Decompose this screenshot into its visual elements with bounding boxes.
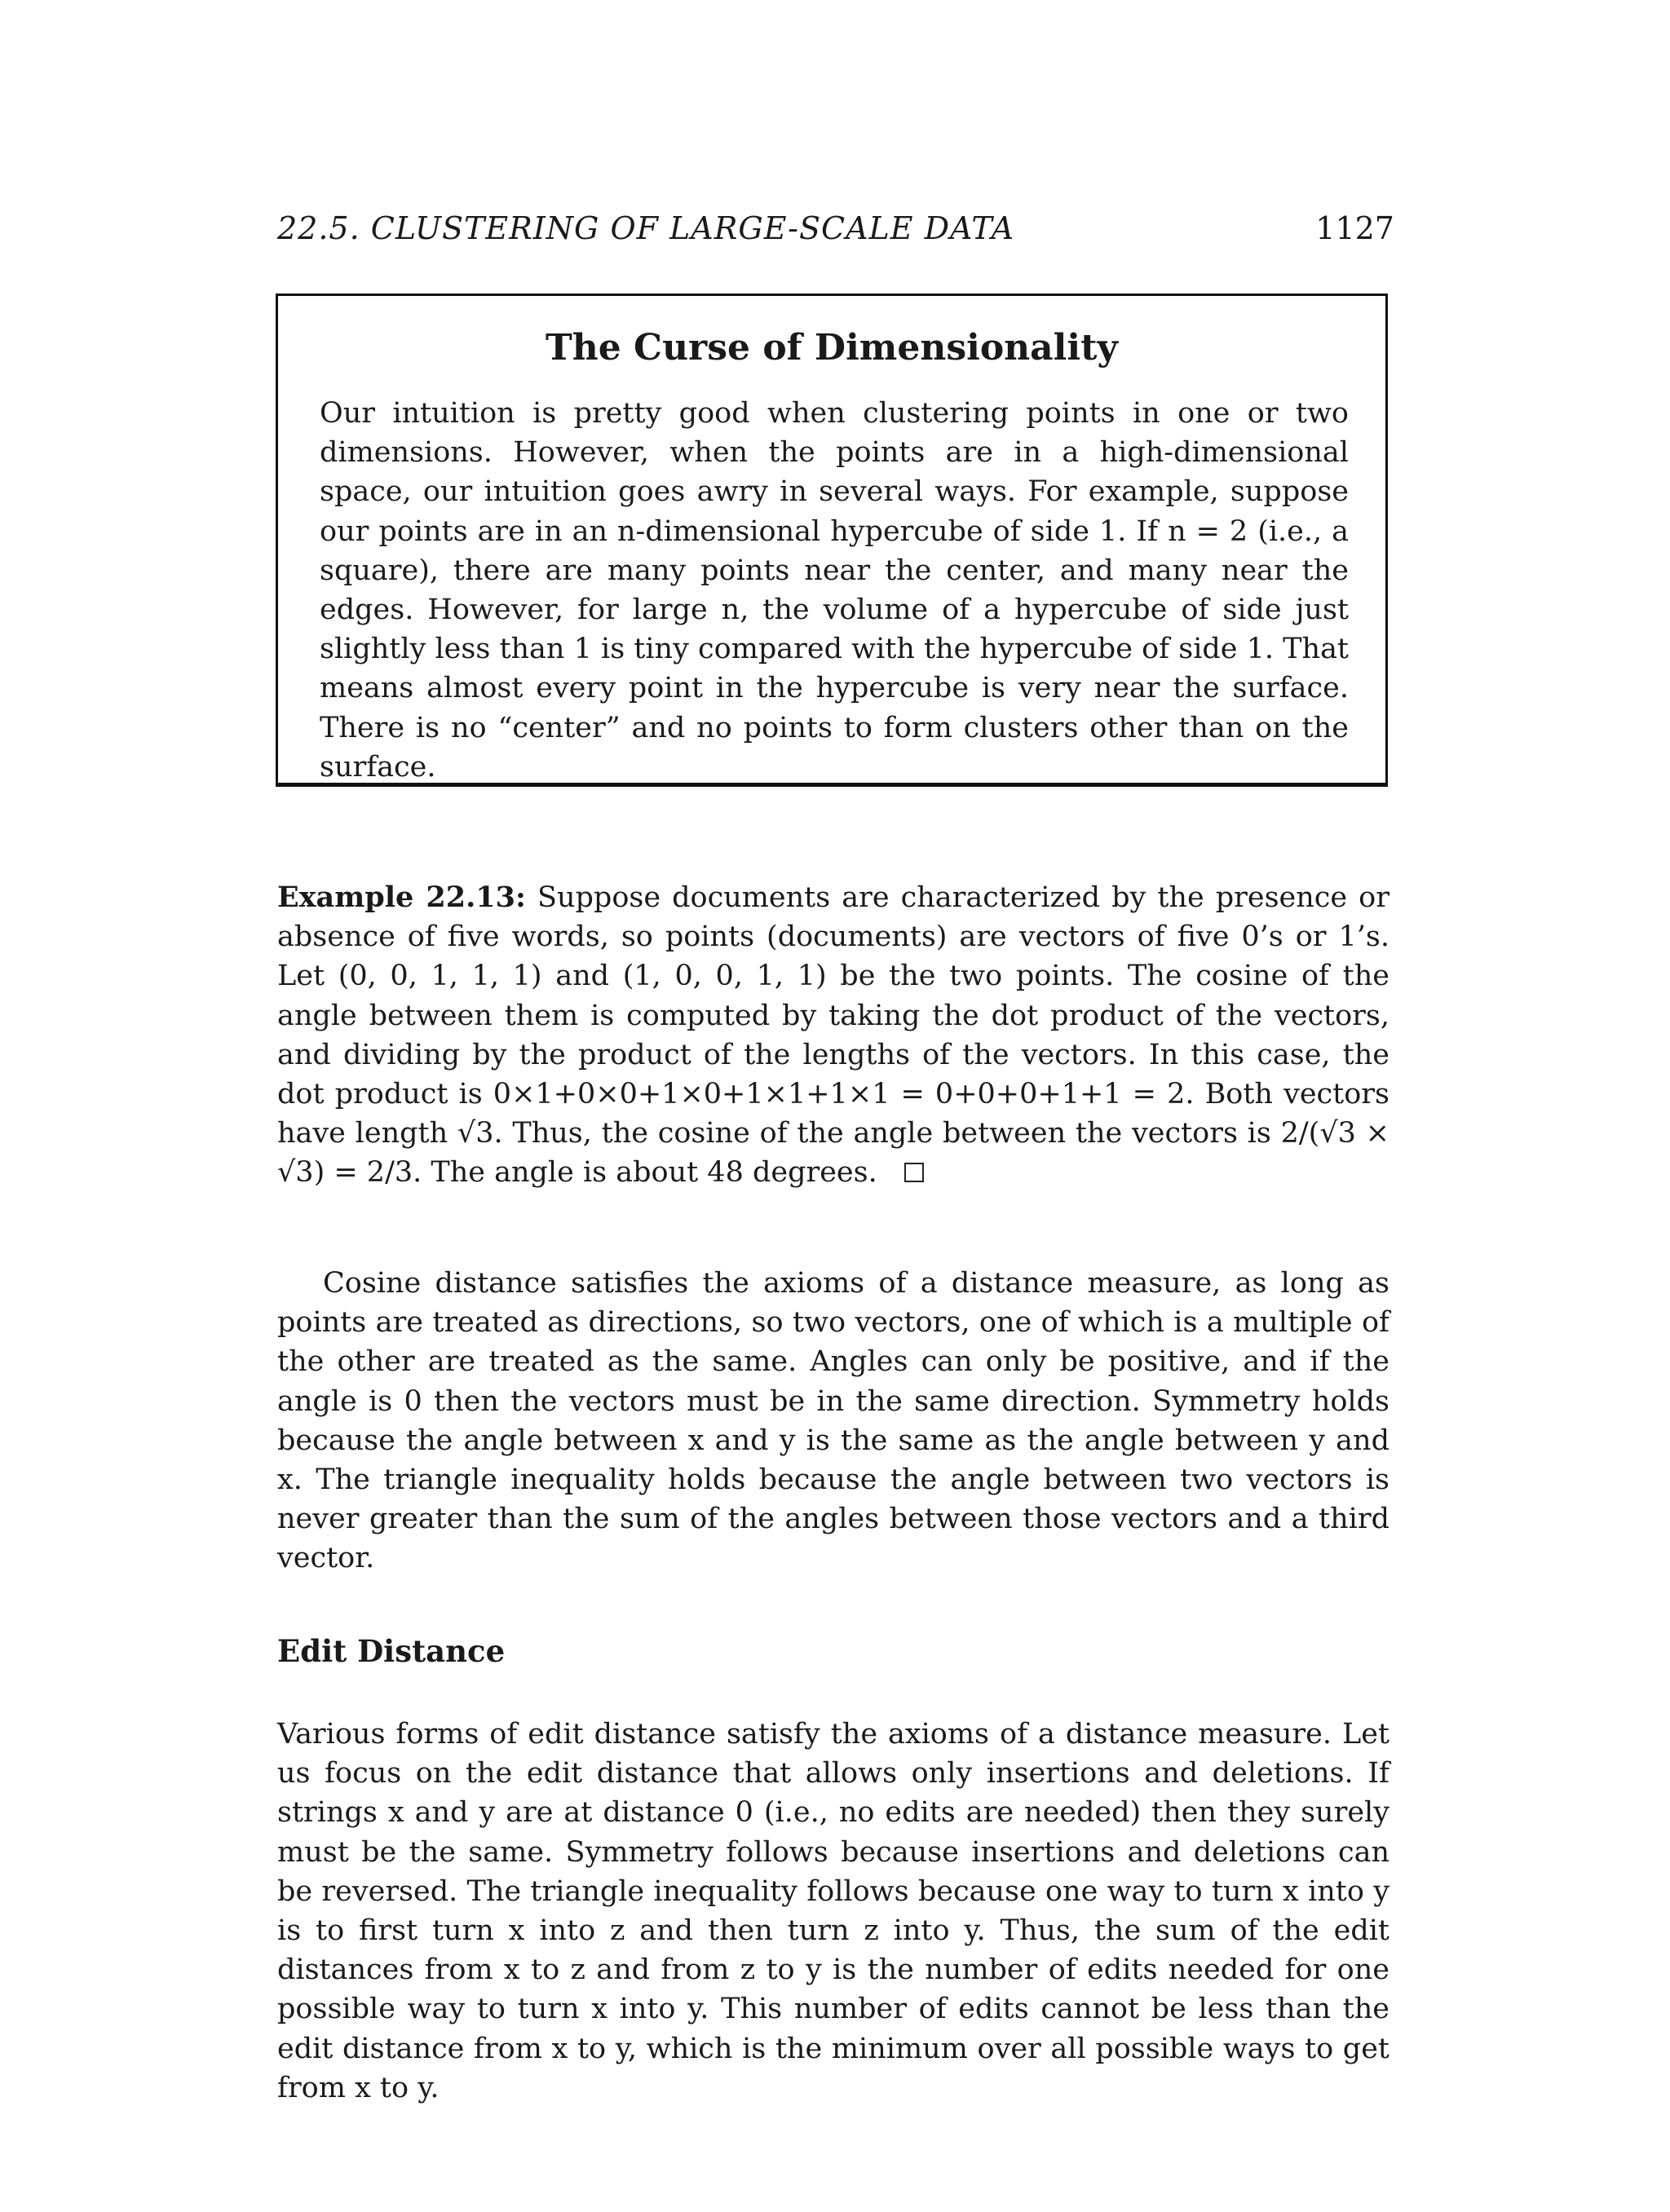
example-label: Example 22.13: <box>277 881 526 914</box>
example-text: Suppose documents are characterized by the presence or absence of five words, so points (documents) are vectors of five 0’s or 1’s. Let (0, 0, 1, 1, 1) and (1, 0, 0, 1, 1) be the two points. The cosine of the angle between them is computed by taking the dot product of the vectors, and dividing by the product of the lengths of the vectors. In this case, the dot product is 0×1+0×0+1×0+1×1+1×1 = 0+0+0+1+1 = 2. Both vectors have length √3. Thus, the cosine of the angle between the vectors is 2/(√3 × √3) = 2/3. The angle is about 48 degrees. <box>277 881 1389 1190</box>
edit-distance-paragraph: Various forms of edit distance satisfy the axioms of a distance measure. Let us focus on the edit distance that allows only insertions and deletions. If strings x and y are at distance 0 (i.e., no edits are needed) then they surely must be the same. Symmetry follows because insertions and deletions can be reversed. The triangle inequality follows because one way to turn x into y is to first turn x into z and then turn z into y. Thus, the sum of the edit distances from x to z and from z to y is the number of edits needed for one possible way to turn x into y. This number of edits cannot be less than the edit distance from x to y, which is the minimum over all possible ways to get from x to y. <box>277 1718 1389 2104</box>
cosine-distance-paragraph: Cosine distance satisfies the axioms of a distance measure, as long as points are treated as directions, so two vectors, one of which is a multiple of the other are treated as the same. Angles can only be positive, and if the angle is 0 then the vectors must be in the same direction. Symmetry holds because the angle between x and y is the same as the angle between y and x. The triangle inequality holds because the angle between two vectors is never greater than the sum of the angles between those vectors and a third vector. <box>277 1267 1389 1575</box>
box-body: Our intuition is pretty good when clustering points in one or two dimensions. However, when the points are in a high-dimensional space, our intuition goes awry in several ways. For example, suppose our points are in an n-dimensional hypercube of side 1. If n = 2 (i.e., a square), there are many points near the center, and many near the edges. However, for large n, the volume of a hypercube of side just slightly less than 1 is tiny compared with the hypercube of side 1. That means almost every point in the hypercube is very near the surface. There is no “center” and no points to form clusters other than on the surface. <box>320 397 1349 784</box>
edit-distance-heading: Edit Distance <box>277 1633 506 1669</box>
section-title: 22.5. CLUSTERING OF LARGE-SCALE DATA <box>277 210 1015 246</box>
running-header <box>277 204 1394 253</box>
end-of-proof-icon <box>904 1163 924 1182</box>
page-number: 1127 <box>1315 210 1394 246</box>
sidebar-box <box>276 294 1388 787</box>
box-title: The Curse of Dimensionality <box>546 327 1118 369</box>
example-paragraph <box>277 878 1389 1193</box>
